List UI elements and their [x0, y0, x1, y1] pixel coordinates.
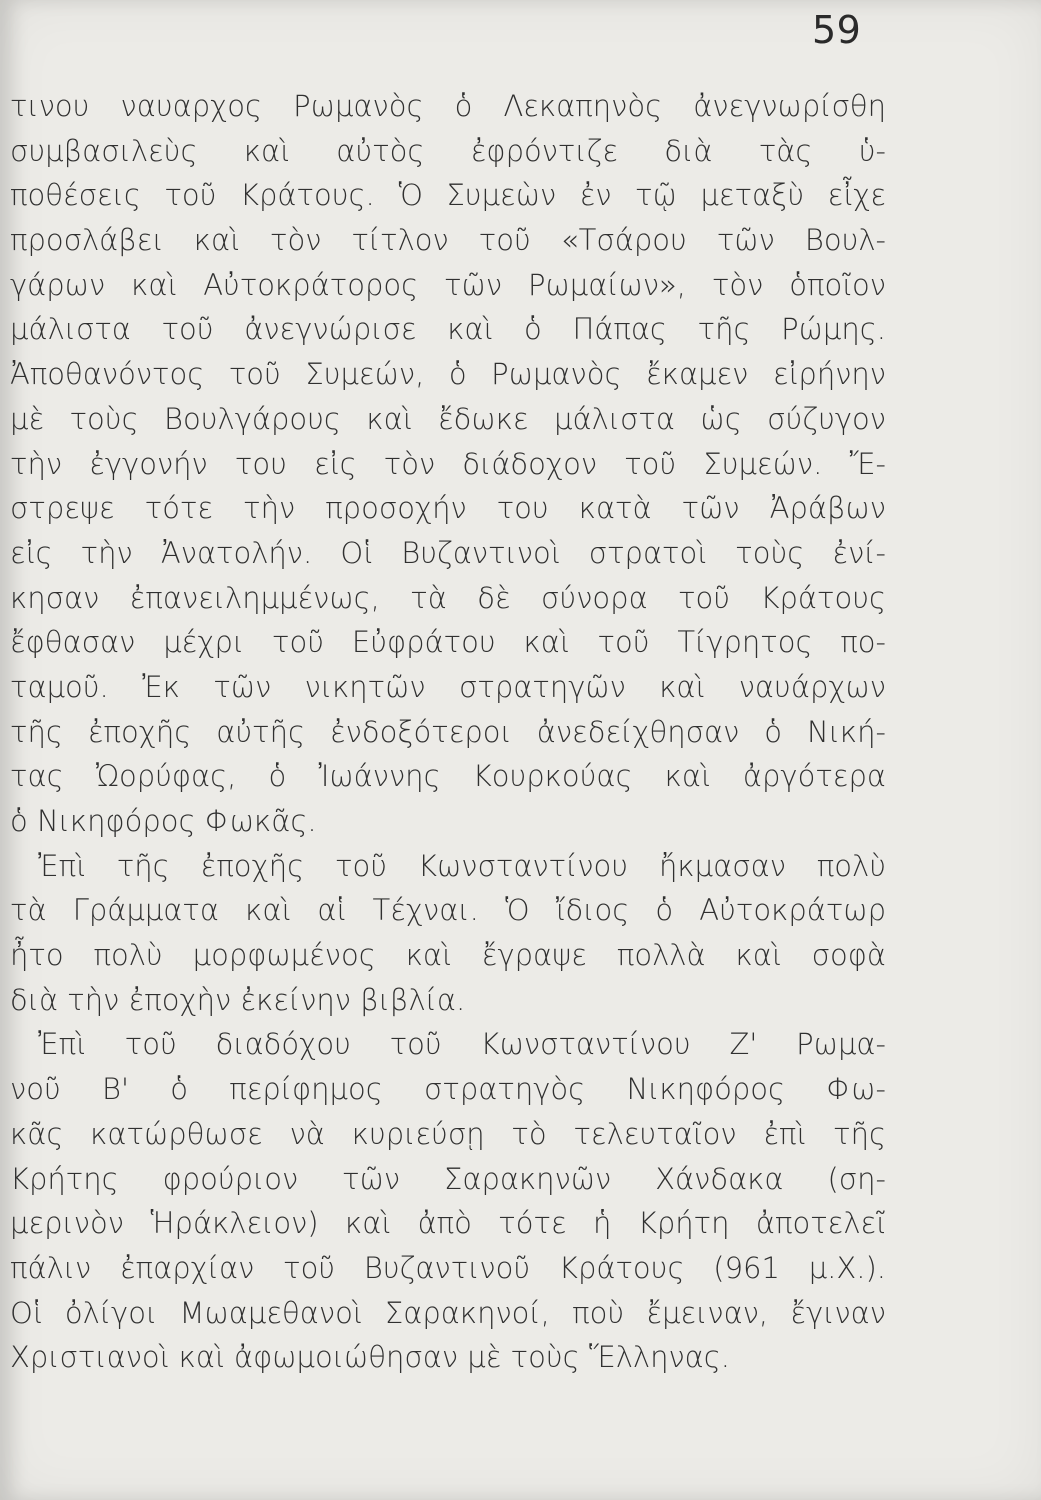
body-text: [10, 84, 886, 1380]
text-line: μερινὸν Ἡράκλειον) καὶ ἀπὸ τότε ἡ Κρήτη ἀποτελεῖ: [10, 1206, 886, 1241]
text-line: στρεψε τότε τὴν προσοχήν του κατὰ τῶν Ἀράβων: [10, 491, 886, 526]
text-line: ἦτο πολὺ μορφωμένος καὶ ἔγραψε πολλὰ καὶ σοφὰ: [10, 938, 886, 973]
text-line: προσλάβει καὶ τὸν τίτλον τοῦ «Τσάρου τῶν Βουλ-: [10, 223, 886, 258]
text-line: Κρήτης φρούριον τῶν Σαρακηνῶν Χάνδακα (ση-: [10, 1161, 886, 1196]
text-line: τὰ Γράμματα καὶ αἱ Τέχναι. Ὁ ἴδιος ὁ Αὐτοκράτωρ: [10, 893, 886, 928]
text-line: τινου ναυαρχος Ρωμανὸς ὁ Λεκαπηνὸς ἀνεγνωρίσθη: [10, 89, 886, 123]
text-line: τας Ὠορύφας, ὁ Ἰωάννης Κουρκούας καὶ ἀργότερα: [10, 759, 886, 794]
text-line: διὰ τὴν ἐποχὴν ἐκείνην βιβλία.: [10, 982, 466, 1017]
text-line: κησαν ἐπανειλημμένως, τὰ δὲ σύνορα τοῦ Κράτους: [10, 580, 886, 615]
text-line: μὲ τοὺς Βουλγάρους καὶ ἔδωκε μάλιστα ὡς σύζυγον: [10, 401, 886, 436]
text-line: συμβασιλεὺς καὶ αὐτὸς ἐφρόντιζε διὰ τὰς ὑ-: [10, 133, 886, 168]
text-line: Χριστιανοὶ καὶ ἀφωμοιώθησαν μὲ τοὺς Ἕλληνας.: [10, 1340, 731, 1375]
text-line: ταμοῦ. Ἐκ τῶν νικητῶν στρατηγῶν καὶ ναυάρχων: [10, 669, 886, 704]
text-line: γάρων καὶ Αὐτοκράτορος τῶν Ρωμαίων», τὸν ὁποῖον: [10, 267, 886, 302]
text-line: μάλιστα τοῦ ἀνεγνώρισε καὶ ὁ Πάπας τῆς Ρώμης.: [10, 312, 886, 347]
text-line: νοῦ Β' ὁ περίφημος στρατηγὸς Νικηφόρος Φω-: [10, 1072, 886, 1107]
text-line: ἔφθασαν μέχρι τοῦ Εὐφράτου καὶ τοῦ Τίγρητος πο-: [10, 625, 886, 660]
text-line: τῆς ἐποχῆς αὐτῆς ἐνδοξότεροι ἀνεδείχθησαν ὁ Νική-: [10, 714, 886, 749]
text-line: εἰς τὴν Ἀνατολήν. Οἱ Βυζαντινοὶ στρατοὶ τοὺς ἐνί-: [10, 535, 886, 570]
text-line: Οἱ ὀλίγοι Μωαμεθανοὶ Σαρακηνοί, ποὺ ἔμειναν, ἔγιναν: [10, 1295, 886, 1330]
text-line: ποθέσεις τοῦ Κράτους. Ὁ Συμεὼν ἐν τῷ μεταξὺ εἶχε: [10, 178, 886, 213]
text-line: Ἐπὶ τοῦ διαδόχου τοῦ Κωνσταντίνου Ζ' Ρωμα-: [38, 1027, 886, 1062]
text-line: τὴν ἐγγονήν του εἰς τὸν διάδοχον τοῦ Συμεών. Ἔ-: [10, 446, 886, 481]
page-number: 59: [812, 8, 862, 52]
text-line: πάλιν ἐπαρχίαν τοῦ Βυζαντινοῦ Κράτους (961 μ.Χ.).: [10, 1250, 886, 1285]
text-line: κᾶς κατώρθωσε νὰ κυριεύσῃ τὸ τελευταῖον ἐπὶ τῆς: [10, 1116, 886, 1151]
text-line: ὁ Νικηφόρος Φωκᾶς.: [10, 804, 317, 838]
text-line: Ἀποθανόντος τοῦ Συμεών, ὁ Ρωμανὸς ἔκαμεν εἰρήνην: [10, 357, 886, 392]
text-line: Ἐπὶ τῆς ἐποχῆς τοῦ Κωνσταντίνου ἤκμασαν πολὺ: [38, 848, 886, 883]
